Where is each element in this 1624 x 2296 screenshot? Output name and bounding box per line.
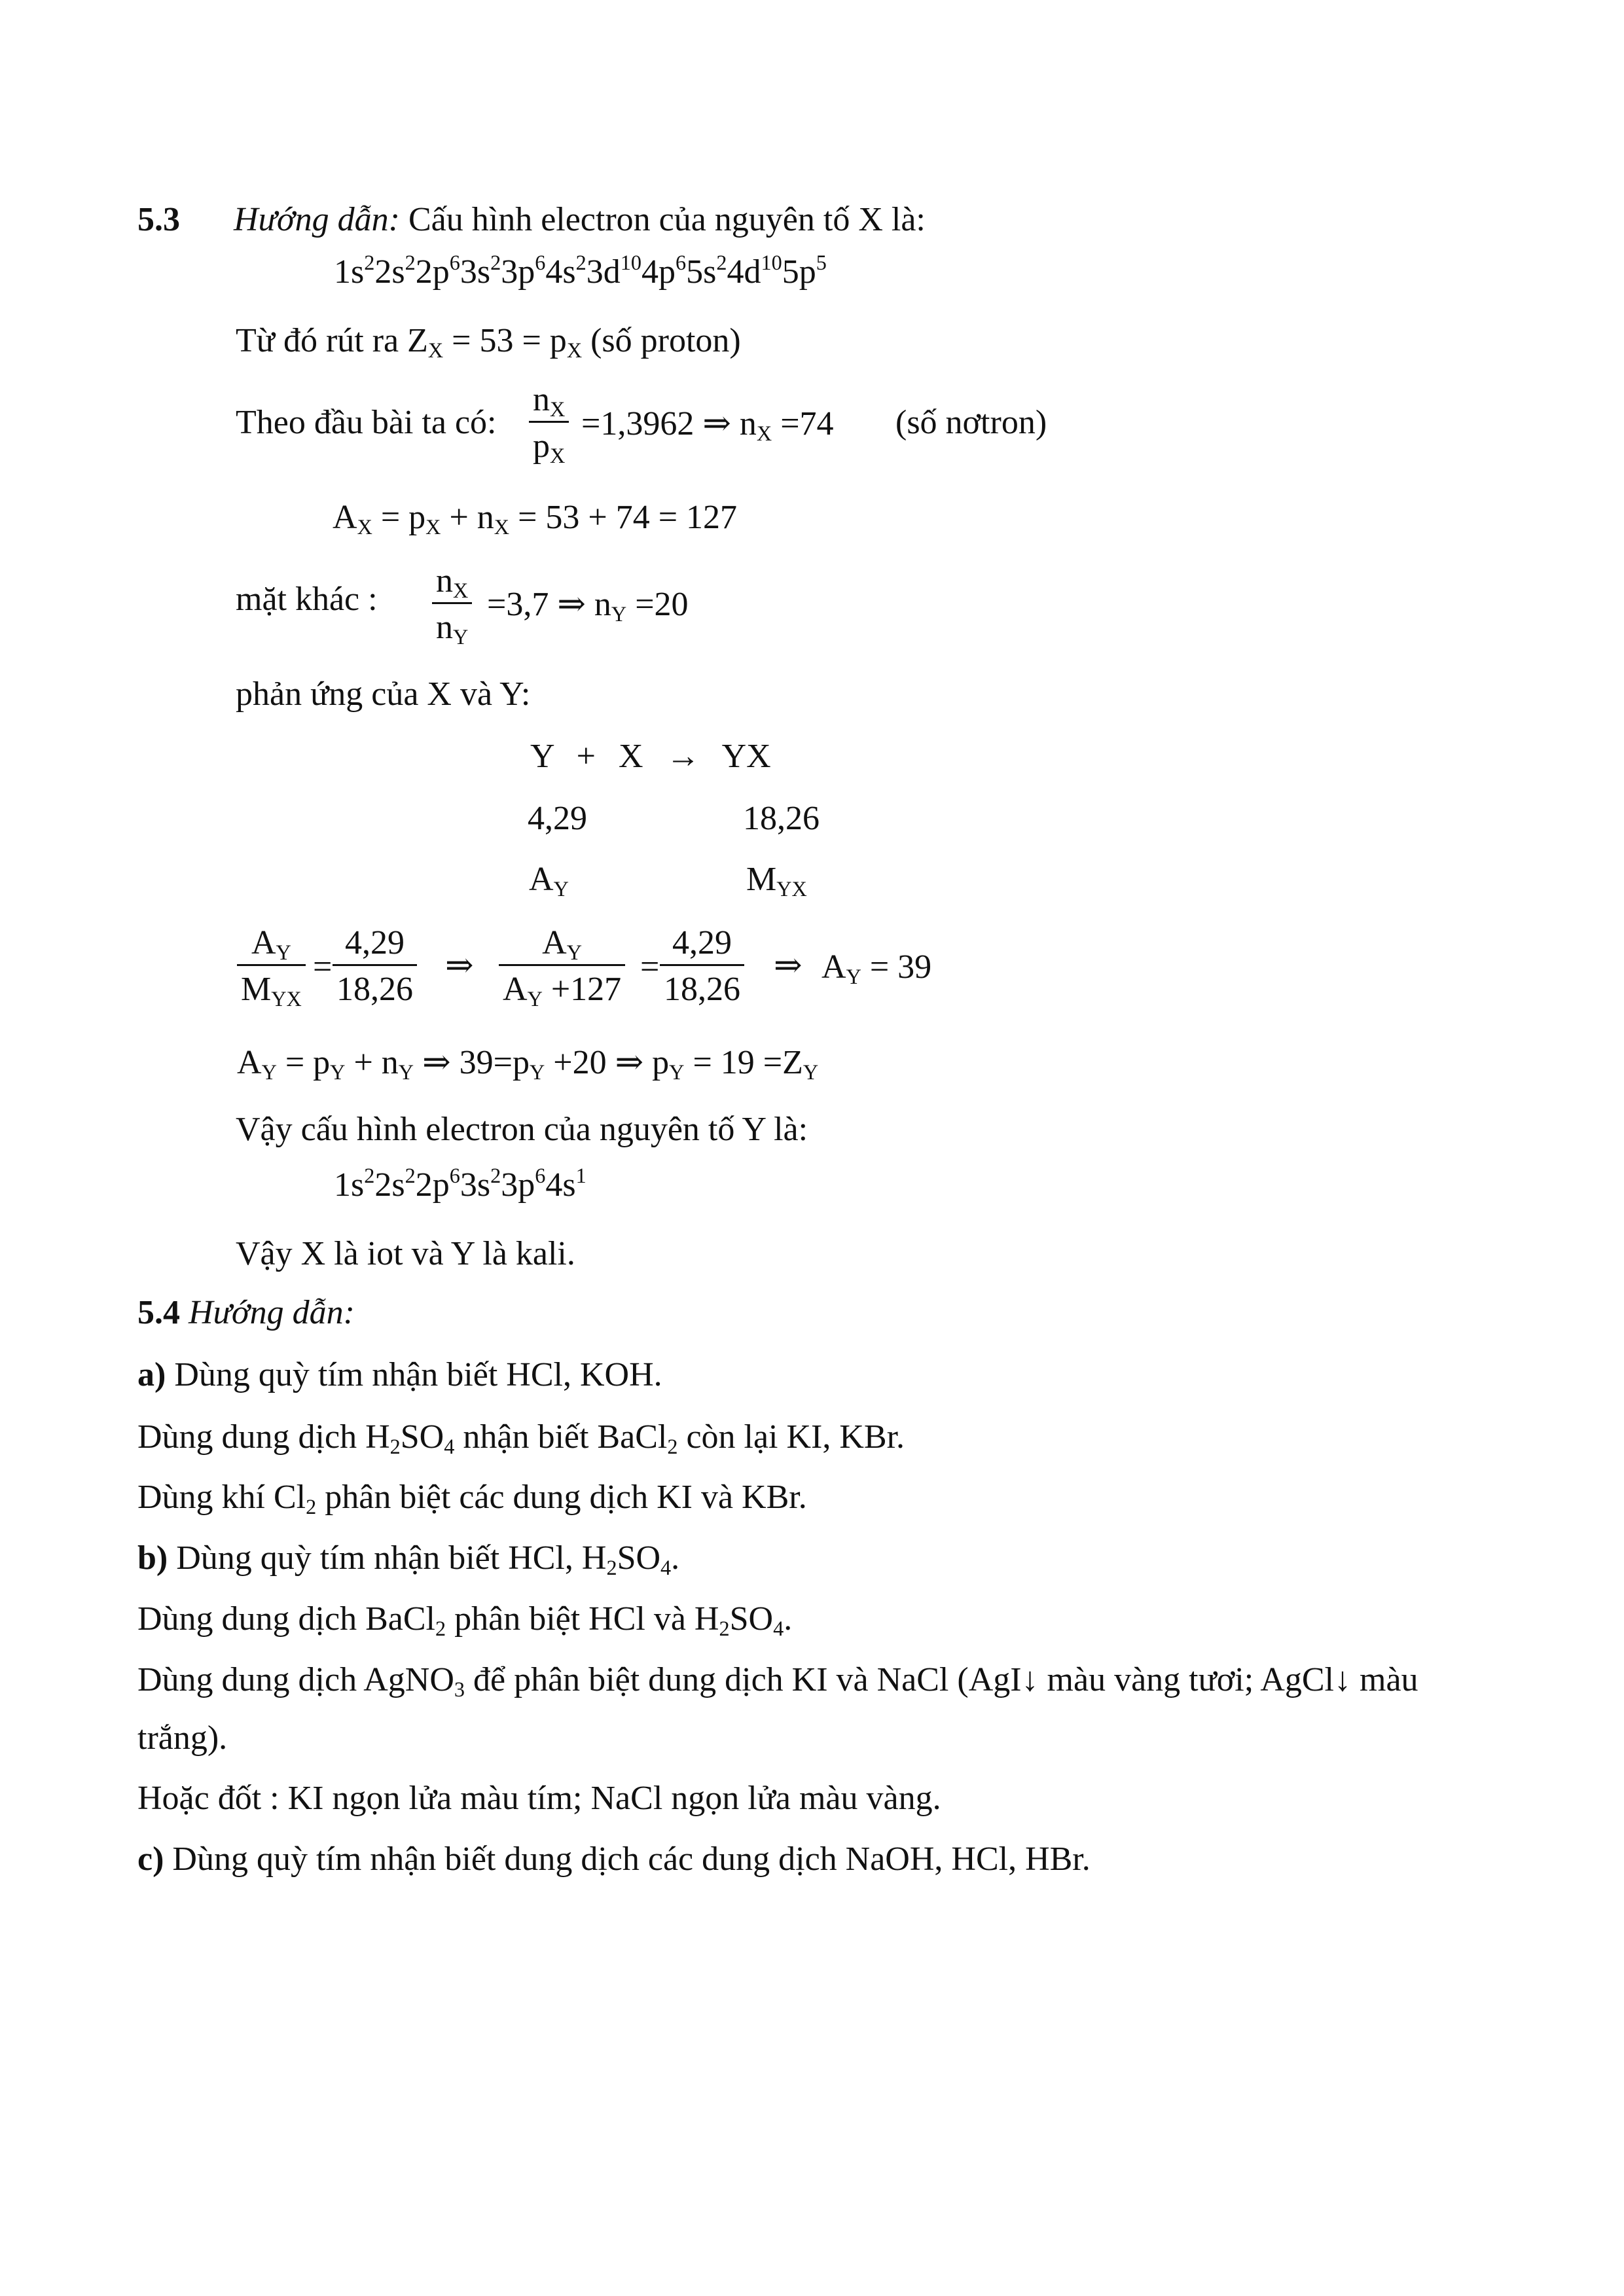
config-x-orbital: 4d xyxy=(727,253,761,291)
config-x-orbital: 3s xyxy=(460,253,491,291)
config-y-orbital: 2s xyxy=(374,1166,405,1204)
reaction-equation: Y + X → YX xyxy=(530,738,771,775)
conclusion: Vậy X là iot và Y là kali. xyxy=(236,1235,575,1272)
config-y-count: 2 xyxy=(405,1164,416,1188)
mass-ratio-fraction: 4,29 18,26 xyxy=(333,926,417,1007)
item-a-1: a) Dùng quỳ tím nhận biết HCl, KOH. xyxy=(137,1356,662,1393)
ay-sum-fraction: $A_Y$ $A_Y +127$ xyxy=(499,926,625,1007)
config-y-intro: Vậy cấu hình electron của nguyên tố Y là: xyxy=(236,1111,808,1148)
electron-config-x xyxy=(334,251,827,291)
neutron-note: (số nơtron) xyxy=(895,404,1047,441)
ay-symbol: $A_Y$ xyxy=(529,861,569,901)
ax-line: $A_X = p_X + n_X = 53 + 74 = 127$ xyxy=(333,499,738,539)
item-b-3: Dùng dung dịch AgNO$_3$ để phân biệt dung dịch KI và NaCl (AgI↓ màu vàng tươi; AgCl↓ màu xyxy=(137,1661,1418,1702)
ratio-result: =1,3962 ⇒ $n_X =74$ xyxy=(581,405,834,446)
config-y-count: 2 xyxy=(490,1164,501,1188)
config-x-orbital: 5p xyxy=(782,253,816,291)
item-b-4: Hoặc đốt : KI ngọn lửa màu tím; NaCl ngọn lửa màu vàng. xyxy=(137,1780,941,1817)
guide-label: Hướng dẫn: xyxy=(234,201,400,238)
config-x-count: 10 xyxy=(761,251,782,275)
implies-arrow-2: ⇒ xyxy=(774,947,803,984)
item-a-3: Dùng khí $Cl_2$ phân biệt các dung dịch KI và KBr. xyxy=(137,1479,807,1519)
ratio-fraction: $n_X$ $p_X$ xyxy=(529,383,569,463)
other-label: mặt khác : xyxy=(236,581,378,618)
section-5-3-heading xyxy=(137,203,180,237)
ratio-line-label: Theo đầu bài ta có: xyxy=(236,404,497,441)
item-b-1: b) Dùng quỳ tím nhận biết HCl, $H_2SO_4$. xyxy=(137,1539,680,1580)
myx-symbol: $M_{YX}$ xyxy=(746,861,807,901)
config-x-orbital: 1s xyxy=(334,253,365,291)
config-y-orbital: 4s xyxy=(545,1166,576,1204)
config-y-count: 1 xyxy=(575,1164,586,1188)
config-y-orbital: 1s xyxy=(334,1166,365,1204)
config-x-count: 2 xyxy=(405,251,416,275)
equals-sign-2: = xyxy=(640,948,660,986)
config-x-orbital: 5s xyxy=(686,253,717,291)
intro-text: Cấu hình electron của nguyên tố X là: xyxy=(408,201,926,238)
config-x-count: 10 xyxy=(620,251,641,275)
config-y-orbital: 2p xyxy=(415,1166,450,1204)
nx-ny-fraction: $n_X$ $n_Y$ xyxy=(432,564,472,645)
config-x-orbital: 2p xyxy=(415,253,450,291)
zx-line: Từ đó rút ra $Z_X = 53 = p_X$ (số proton) xyxy=(236,322,741,363)
config-x-count: 6 xyxy=(535,251,546,275)
mass-y: 4,29 xyxy=(528,800,587,837)
config-x-count: 2 xyxy=(490,251,501,275)
config-x-count: 2 xyxy=(716,251,727,275)
config-x-count: 5 xyxy=(816,251,827,275)
section-label: 5.3 xyxy=(137,201,180,238)
equals-sign: = xyxy=(313,948,333,986)
config-x-orbital: 4p xyxy=(641,253,676,291)
mass-yx: 18,26 xyxy=(743,800,820,837)
config-x-count: 6 xyxy=(675,251,687,275)
config-x-orbital: 2s xyxy=(374,253,405,291)
config-y-count: 2 xyxy=(364,1164,375,1188)
section-5-4-heading: 5.4 Hướng dẫn: xyxy=(137,1294,355,1331)
reaction-label: phản ứng của X và Y: xyxy=(236,675,531,713)
item-b-2: Dùng dung dịch BaCl$_2$ phân biệt HCl và $H_2SO_4$. xyxy=(137,1600,793,1641)
config-x-orbital: 3p xyxy=(501,253,535,291)
config-x-count: 2 xyxy=(364,251,375,275)
config-y-orbital: 3s xyxy=(460,1166,491,1204)
section-5-3-intro xyxy=(234,203,926,237)
config-x-orbital: 4s xyxy=(545,253,576,291)
ay-myx-fraction: $A_Y$ $M_{YX}$ xyxy=(237,926,306,1007)
ay-result: $A_Y = 39$ xyxy=(821,948,932,989)
item-c-1: c) Dùng quỳ tím nhận biết dung dịch các dung dịch NaOH, HCl, HBr. xyxy=(137,1840,1091,1878)
ay-line: $A_Y = p_Y + n_Y$ ⇒ $39=p_Y +20$ ⇒ $p_Y = 19 =Z_Y$ xyxy=(237,1044,819,1085)
config-x-count: 2 xyxy=(575,251,586,275)
config-x-count: 6 xyxy=(449,251,460,275)
config-y-orbital: 3p xyxy=(501,1166,535,1204)
config-y-count: 6 xyxy=(535,1164,546,1188)
implies-arrow: ⇒ xyxy=(445,947,474,984)
config-x-orbital: 3d xyxy=(586,253,621,291)
config-y-count: 6 xyxy=(449,1164,460,1188)
item-b-3-cont: trắng). xyxy=(137,1719,228,1757)
electron-config-y xyxy=(334,1164,586,1204)
item-a-2: Dùng dung dịch $H_2SO_4$ nhận biết BaCl$_2$ còn lại KI, KBr. xyxy=(137,1418,905,1459)
ny-result: =3,7 ⇒ $n_Y =20$ xyxy=(487,586,689,626)
mass-ratio-fraction-2: 4,29 18,26 xyxy=(660,926,744,1007)
